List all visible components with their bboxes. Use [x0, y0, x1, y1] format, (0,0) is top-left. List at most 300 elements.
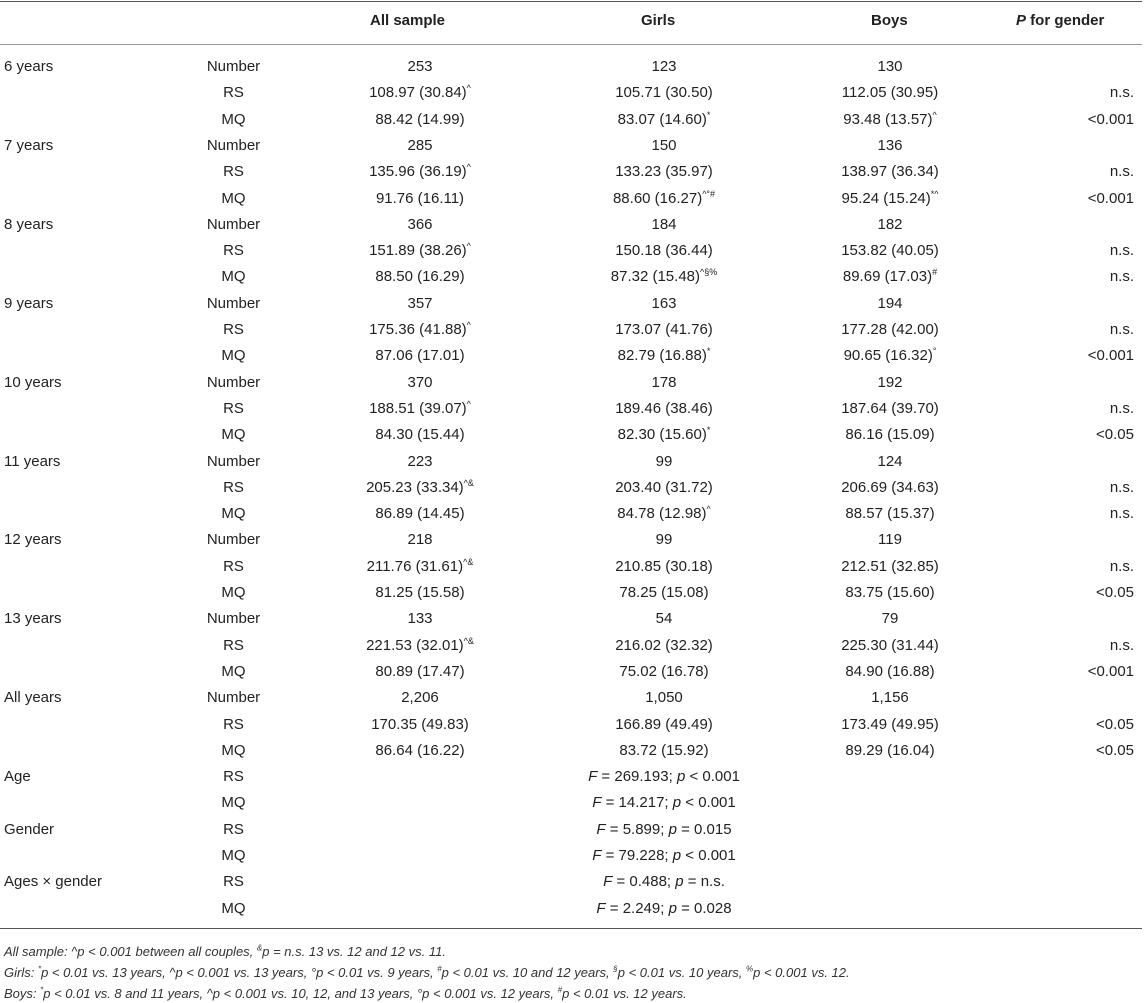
p-for-gender-cell: <0.05	[1096, 584, 1134, 601]
metric-label: Number	[206, 610, 261, 628]
boys-cell-marker: *^	[930, 188, 939, 199]
girls-cell	[564, 712, 764, 738]
p-symbol: p	[668, 820, 677, 838]
boys-cell-value: 95.24 (15.24)	[841, 189, 931, 207]
girls-cell	[564, 738, 764, 764]
boys-cell	[790, 606, 990, 632]
all-sample-cell	[320, 186, 520, 212]
footnote-marker: #	[437, 964, 442, 974]
all-sample-cell-value: 357	[407, 294, 433, 312]
girls-cell-value: 82.79 (16.88)	[617, 347, 707, 365]
girls-cell	[564, 212, 764, 238]
boys-cell	[790, 80, 990, 106]
f-symbol: F	[596, 820, 606, 838]
all-sample-cell	[320, 475, 520, 501]
metric-label: RS	[223, 873, 244, 891]
boys-cell-value: 84.90 (16.88)	[845, 662, 935, 680]
table-row	[0, 843, 1142, 869]
all-sample-cell-marker: ^&	[463, 635, 474, 646]
all-sample-cell-value: 133	[407, 610, 433, 628]
table-row	[0, 291, 1142, 317]
all-sample-cell-value: 87.06 (17.01)	[375, 347, 465, 365]
boys-cell	[790, 527, 990, 553]
table-top-rule	[0, 1, 1142, 2]
age-group-label: 13 years	[4, 610, 62, 628]
metric-label: Number	[206, 136, 261, 154]
boys-cell-value: 136	[877, 136, 903, 154]
p-for-gender-cell: n.s.	[1109, 557, 1134, 575]
header-p-for-gender	[1016, 12, 1104, 29]
boys-cell	[790, 238, 990, 264]
age-group-label: 12 years	[4, 531, 62, 549]
p-for-gender-cell: n.s.	[1109, 505, 1134, 523]
girls-cell	[564, 580, 764, 606]
footnote-marker: §	[613, 964, 618, 974]
footnote-marker: %	[746, 964, 754, 974]
footnote-marker: &	[256, 943, 263, 953]
p-value: < 0.001	[685, 794, 736, 812]
boys-cell-value: 187.64 (39.70)	[841, 399, 939, 417]
all-sample-cell	[320, 317, 520, 343]
girls-cell-marker: *	[706, 346, 711, 357]
boys-cell	[790, 580, 990, 606]
p-for-gender-cell: n.s.	[1109, 399, 1134, 417]
girls-cell	[564, 659, 764, 685]
all-sample-cell-marker: ^	[466, 162, 471, 173]
boys-cell-marker: ^	[932, 109, 937, 120]
metric-label: MQ	[221, 899, 246, 917]
metric-label: RS	[223, 84, 244, 102]
footnote-text: p < 0.01 vs. 8 and 11 years, ^p < 0.001 vs. 10, 12, and 13 years, °p < 0.001 vs. 12 years,	[43, 986, 558, 1001]
p-for-gender-cell: n.s.	[1109, 268, 1134, 286]
girls-cell-value: 83.72 (15.92)	[619, 741, 709, 759]
all-sample-cell	[320, 422, 520, 448]
table-row	[0, 396, 1142, 422]
f-value: 0.488	[629, 873, 667, 891]
table-row	[0, 343, 1142, 369]
anova-statistic-cell: F = 5.899; p = 0.015	[596, 820, 732, 838]
all-sample-cell-value: 366	[407, 215, 433, 233]
metric-label: RS	[223, 557, 244, 575]
footnote-text: p < 0.001 vs. 12.	[753, 965, 850, 980]
boys-cell-value: 130	[877, 58, 903, 75]
boys-cell	[790, 659, 990, 685]
metric-label: Number	[206, 373, 261, 391]
all-sample-cell	[320, 554, 520, 580]
girls-cell-marker: ^§%	[700, 267, 718, 278]
table-row	[0, 712, 1142, 738]
p-value: = n.s.	[687, 873, 725, 891]
p-for-gender-cell: <0.001	[1087, 110, 1134, 128]
metric-label: MQ	[221, 584, 246, 601]
footnote-prefix: All sample:	[4, 944, 72, 959]
girls-cell-value: 54	[655, 610, 673, 628]
f-symbol: F	[592, 794, 602, 812]
all-sample-cell	[320, 527, 520, 553]
all-sample-cell	[320, 54, 520, 80]
girls-cell-value: 87.32 (15.48)	[610, 268, 700, 286]
p-for-gender-cell: n.s.	[1109, 84, 1134, 102]
boys-cell	[790, 264, 990, 290]
girls-cell	[564, 133, 764, 159]
footnote-girls	[4, 965, 850, 980]
boys-cell-value: 138.97 (36.34)	[841, 163, 939, 181]
girls-cell-value: 178	[651, 373, 677, 391]
table-row	[0, 580, 1142, 606]
metric-label: MQ	[221, 662, 246, 680]
boys-cell	[790, 712, 990, 738]
boys-cell-value: 90.65 (16.32)	[843, 347, 933, 365]
boys-cell	[790, 370, 990, 396]
anova-statistic-cell: F = 0.488; p = n.s.	[603, 873, 725, 891]
all-sample-cell	[320, 712, 520, 738]
girls-cell	[564, 449, 764, 475]
metric-label: Number	[206, 452, 261, 470]
anova-statistic-cell: F = 269.193; p < 0.001	[588, 768, 740, 786]
metric-label: RS	[223, 163, 244, 181]
boys-cell	[790, 159, 990, 185]
footnote-text: p < 0.01 vs. 13 years, ^p < 0.001 vs. 13 years, °p < 0.01 vs. 9 years,	[41, 965, 438, 980]
girls-cell-value: 82.30 (15.60)	[617, 426, 707, 444]
all-sample-cell-marker: ^	[466, 83, 471, 94]
all-sample-cell	[320, 107, 520, 133]
footnote-prefix: Girls:	[4, 965, 38, 980]
p-for-gender-cell: <0.05	[1096, 715, 1134, 733]
f-symbol: F	[588, 768, 598, 786]
p-symbol: p	[675, 873, 684, 891]
f-symbol: F	[592, 847, 602, 864]
all-sample-cell-value: 211.76 (31.61)	[366, 557, 464, 575]
girls-cell	[564, 291, 764, 317]
table-row	[0, 54, 1142, 80]
boys-cell	[790, 501, 990, 527]
metric-label: Number	[206, 531, 261, 549]
p-for-gender-cell: <0.05	[1096, 426, 1134, 444]
factor-label: Ages × gender	[4, 873, 102, 891]
girls-cell-value: 1,050	[645, 689, 683, 707]
girls-cell	[564, 633, 764, 659]
all-sample-cell	[320, 80, 520, 106]
girls-cell-value: 99	[655, 452, 673, 470]
girls-cell	[564, 107, 764, 133]
metric-label: MQ	[221, 426, 246, 444]
metric-label: RS	[223, 242, 244, 260]
metric-label: MQ	[221, 110, 246, 128]
all-sample-cell-value: 84.30 (15.44)	[375, 426, 465, 444]
boys-cell	[790, 343, 990, 369]
boys-cell	[790, 291, 990, 317]
girls-cell-value: 150.18 (36.44)	[615, 242, 713, 260]
all-sample-cell-marker: ^	[466, 241, 471, 252]
footnote-text: p < 0.01 vs. 10 and 12 years,	[441, 965, 614, 980]
boys-cell-value: 1,156	[871, 689, 909, 707]
girls-cell-value: 133.23 (35.97)	[615, 163, 713, 181]
girls-cell	[564, 501, 764, 527]
boys-cell-value: 89.69 (17.03)	[842, 268, 933, 286]
all-sample-cell-value: 2,206	[401, 689, 439, 707]
boys-cell	[790, 633, 990, 659]
girls-cell-value: 123	[651, 58, 677, 75]
all-sample-cell	[320, 238, 520, 264]
metric-label: RS	[223, 478, 244, 496]
p-for-gender-cell: n.s.	[1109, 163, 1134, 181]
table-row	[0, 264, 1142, 290]
table-row	[0, 238, 1142, 264]
table-row	[0, 817, 1142, 843]
all-sample-cell	[320, 212, 520, 238]
f-value: 79.228	[618, 847, 665, 864]
metric-label: Number	[206, 215, 261, 233]
boys-cell	[790, 212, 990, 238]
metric-label: RS	[223, 715, 244, 733]
metric-label: RS	[223, 768, 244, 786]
girls-cell-value: 173.07 (41.76)	[615, 321, 713, 338]
p-symbol: p	[676, 768, 686, 786]
p-value: < 0.001	[685, 847, 736, 864]
girls-cell-value: 150	[651, 136, 677, 154]
boys-cell	[790, 422, 990, 448]
all-sample-cell-value: 88.42 (14.99)	[375, 110, 465, 128]
anova-statistic-cell: F = 2.249; p = 0.028	[596, 899, 732, 917]
girls-cell-value: 189.46 (38.46)	[615, 399, 713, 417]
p-for-gender-cell: n.s.	[1109, 242, 1134, 260]
footnote-text: ^p < 0.001 between all couples,	[71, 944, 257, 959]
metric-label: MQ	[221, 189, 246, 207]
factor-label: Gender	[4, 820, 55, 838]
all-sample-cell	[320, 370, 520, 396]
boys-cell-value: 212.51 (32.85)	[841, 557, 939, 575]
girls-cell-value: 210.85 (30.18)	[615, 557, 713, 575]
all-sample-cell	[320, 291, 520, 317]
girls-cell	[564, 527, 764, 553]
p-symbol: p	[672, 847, 682, 864]
p-value: = 0.028	[681, 899, 732, 917]
p-for-gender-cell: <0.05	[1096, 741, 1134, 759]
all-sample-cell-value: 170.35 (49.83)	[371, 715, 469, 733]
boys-cell	[790, 186, 990, 212]
all-sample-cell-marker: ^	[466, 398, 471, 409]
boys-cell-value: 194	[877, 294, 903, 312]
girls-cell	[564, 54, 764, 80]
girls-cell	[564, 370, 764, 396]
all-sample-cell	[320, 264, 520, 290]
table-row	[0, 422, 1142, 448]
metric-label: RS	[223, 636, 244, 654]
table-row	[0, 159, 1142, 185]
all-sample-cell-value: 88.50 (16.29)	[375, 268, 465, 286]
metric-label: MQ	[221, 505, 246, 523]
girls-cell-marker: ^	[706, 504, 711, 515]
girls-cell	[564, 264, 764, 290]
girls-cell	[564, 159, 764, 185]
footnote-all-sample	[4, 944, 446, 959]
metric-label: RS	[223, 321, 244, 338]
table-row	[0, 554, 1142, 580]
header-boys: Boys	[871, 12, 908, 29]
all-sample-cell	[320, 738, 520, 764]
girls-cell-value: 166.89 (49.49)	[615, 715, 713, 733]
footnote-marker: #	[557, 985, 563, 995]
girls-cell	[564, 186, 764, 212]
boys-cell	[790, 54, 990, 80]
all-sample-cell-marker: ^	[466, 320, 471, 330]
table-row	[0, 475, 1142, 501]
metric-label: MQ	[221, 347, 246, 365]
all-sample-cell-value: 285	[407, 136, 433, 154]
all-sample-cell	[320, 133, 520, 159]
f-symbol: F	[603, 873, 613, 891]
boys-cell-value: 93.48 (13.57)	[843, 110, 933, 128]
footnote-text: p < 0.01 vs. 10 years,	[617, 965, 747, 980]
boys-cell	[790, 685, 990, 711]
table-row	[0, 606, 1142, 632]
anova-statistic-cell: F = 79.228; p < 0.001	[592, 847, 736, 864]
all-sample-cell	[320, 501, 520, 527]
table-row	[0, 764, 1142, 790]
f-value: 5.899	[622, 820, 661, 838]
all-sample-cell	[320, 685, 520, 711]
footnote-prefix: Boys:	[4, 986, 41, 1001]
table-row	[0, 501, 1142, 527]
p-for-gender-cell: <0.001	[1087, 189, 1134, 207]
table-row	[0, 80, 1142, 106]
footnote-text: p = n.s. 13 vs. 12 and 12 vs. 11.	[262, 944, 446, 959]
all-sample-cell	[320, 580, 520, 606]
p-for-gender-cell: <0.001	[1087, 347, 1134, 365]
girls-cell-value: 203.40 (31.72)	[615, 478, 713, 496]
boys-cell-value: 86.16 (15.09)	[845, 426, 935, 444]
p-symbol: p	[668, 899, 677, 917]
metric-label: MQ	[221, 847, 246, 864]
all-sample-cell-value: 91.76 (16.11)	[375, 189, 465, 207]
all-sample-cell-value: 135.96 (36.19)	[369, 163, 467, 181]
table-row	[0, 212, 1142, 238]
p-for-gender-cell: <0.001	[1087, 662, 1134, 680]
metric-label: MQ	[221, 741, 246, 759]
age-group-label: 7 years	[4, 136, 54, 154]
boys-cell-value: 79	[881, 610, 899, 628]
girls-cell	[564, 317, 764, 343]
boys-cell-value: 112.05 (30.95)	[841, 84, 939, 102]
boys-cell	[790, 449, 990, 475]
girls-cell	[564, 475, 764, 501]
boys-cell-value: 206.69 (34.63)	[841, 478, 939, 496]
f-value: 2.249	[622, 899, 661, 917]
table-row	[0, 790, 1142, 816]
p-for-gender-cell: n.s.	[1109, 478, 1134, 496]
boys-cell	[790, 738, 990, 764]
table-row	[0, 370, 1142, 396]
footnote-boys	[4, 986, 687, 1001]
girls-cell-value: 163	[651, 294, 677, 312]
p-value: < 0.001	[689, 768, 740, 786]
girls-cell-marker: *	[706, 425, 711, 436]
girls-cell-value: 83.07 (14.60)	[617, 110, 707, 128]
table-row	[0, 896, 1142, 922]
all-sample-cell-value: 188.51 (39.07)	[369, 399, 467, 417]
all-sample-cell-value: 86.64 (16.22)	[375, 741, 465, 759]
girls-cell-value: 78.25 (15.08)	[619, 584, 709, 601]
all-sample-cell	[320, 606, 520, 632]
girls-cell-value: 84.78 (12.98)	[617, 505, 707, 523]
factor-label: Age	[4, 768, 31, 786]
girls-cell-value: 216.02 (32.32)	[615, 636, 713, 654]
girls-cell	[564, 80, 764, 106]
boys-cell-value: 88.57 (15.37)	[845, 505, 935, 523]
boys-cell	[790, 107, 990, 133]
table-bottom-rule	[0, 928, 1142, 929]
all-sample-cell-value: 108.97 (30.84)	[369, 84, 467, 102]
header-p-letter: P	[1016, 12, 1027, 29]
age-group-label: 10 years	[4, 373, 62, 391]
boys-cell-value: 83.75 (15.60)	[845, 584, 935, 601]
metric-label: MQ	[221, 794, 246, 812]
boys-cell	[790, 475, 990, 501]
girls-cell	[564, 343, 764, 369]
anova-statistic-cell: F = 14.217; p < 0.001	[592, 794, 736, 812]
p-for-gender-cell: n.s.	[1109, 636, 1134, 654]
all-sample-cell	[320, 343, 520, 369]
all-sample-cell-value: 253	[407, 58, 433, 75]
boys-cell-value: 192	[877, 373, 903, 391]
age-group-label: 11 years	[4, 452, 61, 470]
boys-cell-marker: °	[932, 346, 937, 357]
boys-cell-marker: #	[932, 267, 938, 278]
boys-cell-value: 119	[878, 531, 902, 549]
boys-cell-value: 153.82 (40.05)	[841, 242, 939, 260]
all-sample-cell-value: 86.89 (14.45)	[375, 505, 465, 523]
all-sample-cell-value: 221.53 (32.01)	[366, 636, 464, 654]
metric-label: Number	[206, 689, 261, 707]
boys-cell	[790, 133, 990, 159]
footnote-marker: *	[40, 985, 44, 995]
footnote-text: p < 0.01 vs. 12 years.	[562, 986, 687, 1001]
all-sample-cell-value: 218	[407, 531, 433, 549]
boys-cell-value: 124	[877, 452, 903, 470]
boys-cell	[790, 317, 990, 343]
girls-cell	[564, 685, 764, 711]
all-sample-cell-value: 80.89 (17.47)	[375, 662, 465, 680]
table-row	[0, 186, 1142, 212]
table-row	[0, 527, 1142, 553]
table-row	[0, 685, 1142, 711]
metric-label: MQ	[221, 268, 246, 286]
footnote-marker: *	[37, 964, 42, 974]
header-p-suffix: for gender	[1026, 12, 1105, 29]
table-row	[0, 869, 1142, 895]
all-sample-cell-marker: ^&	[463, 556, 474, 567]
boys-cell-value: 173.49 (49.95)	[841, 715, 939, 733]
girls-cell-value: 105.71 (30.50)	[615, 84, 713, 102]
girls-cell-value: 99	[655, 531, 673, 549]
boys-cell	[790, 396, 990, 422]
p-for-gender-cell: n.s.	[1109, 321, 1134, 338]
age-group-label: 6 years	[4, 58, 54, 75]
all-sample-cell	[320, 449, 520, 475]
girls-cell	[564, 422, 764, 448]
all-sample-cell-value: 205.23 (33.34)	[366, 478, 464, 496]
f-symbol: F	[596, 899, 606, 917]
header-girls: Girls	[641, 12, 676, 29]
age-group-label: 9 years	[4, 294, 54, 312]
f-value: 269.193	[614, 768, 669, 786]
table-row	[0, 449, 1142, 475]
p-value: = 0.015	[681, 820, 732, 838]
header-rule	[0, 44, 1142, 45]
all-sample-cell-value: 175.36 (41.88)	[369, 321, 467, 338]
all-sample-cell	[320, 396, 520, 422]
girls-cell	[564, 554, 764, 580]
